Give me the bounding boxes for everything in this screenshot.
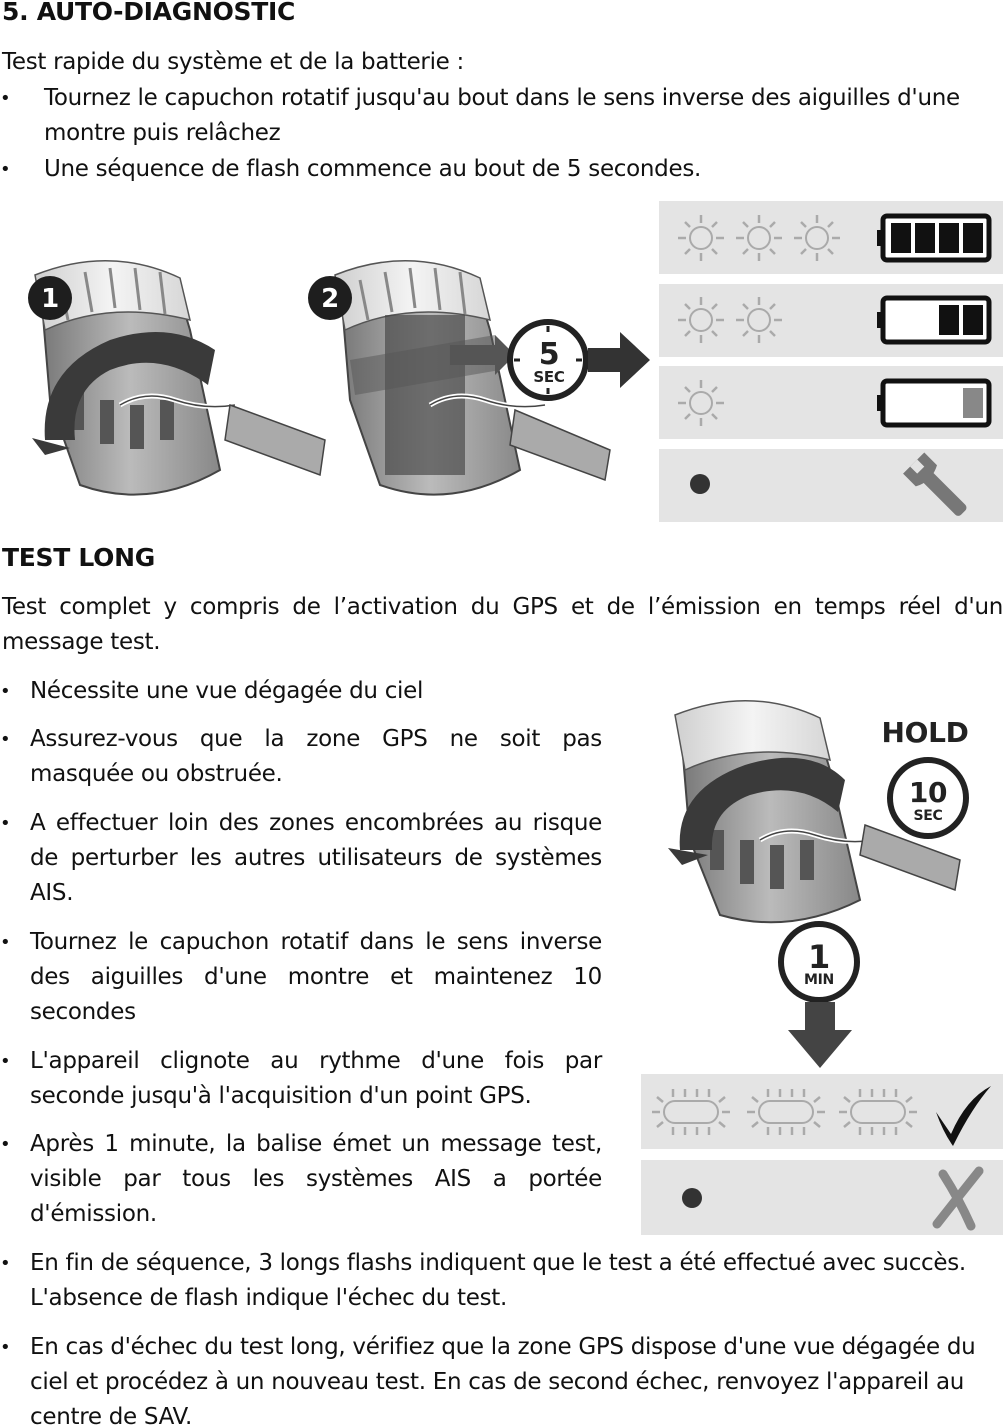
sun-icon (736, 297, 782, 343)
timer-5-unit: SEC (533, 368, 565, 386)
cross-icon (937, 1171, 979, 1226)
step-1-number: 1 (41, 284, 59, 314)
list-item: • Assurez-vous que la zone GPS ne soit pas masquée ou obstruée. (0, 722, 602, 792)
battery-half-icon (877, 298, 989, 342)
long-flash-icon (839, 1089, 917, 1135)
timer-5-value: 5 (538, 337, 560, 372)
autodiagnostic-illustration (0, 200, 655, 525)
section-title-autodiagnostic: 5. AUTO-DIAGNOSTIC (2, 0, 296, 26)
dot-icon (682, 1188, 702, 1208)
list-item: • Après 1 minute, la balise émet un message test, visible par tous les systèmes AIS a portée d'émission. (0, 1127, 602, 1232)
arrow-down-icon (788, 1002, 852, 1068)
timer-10-unit: SEC (913, 808, 943, 824)
list-item: • En cas d'échec du test long, vérifiez que la zone GPS dispose d'une vue dégagée du ciel et procédez à un nouveau test. En cas de second échec, renvoyez l'appareil au centre de SAV. (0, 1330, 1003, 1428)
list-item: • En fin de séquence, 3 longs flashs indiquent que le test a été effectué avec succès. L'absence de flash indique l'échec du test. (0, 1246, 1003, 1316)
test-long-illustration (630, 680, 1003, 1070)
battery-low-icon (877, 381, 989, 425)
section-intro: Test rapide du système et de la batterie : (2, 49, 464, 75)
sun-icon (736, 215, 782, 261)
timer-1min-icon (781, 924, 857, 1000)
device-1-icon (28, 261, 325, 495)
dot-icon (690, 474, 710, 494)
timer-1-value: 1 (808, 938, 830, 976)
section-intro: Test complet y compris de l’activation du GPS et de l’émission en temps réel d'un message test. (2, 594, 1003, 655)
long-flash-icon (747, 1089, 825, 1135)
section-title-test-long: TEST LONG (2, 543, 155, 572)
sun-icon (678, 297, 724, 343)
hold-label: HOLD (881, 716, 969, 749)
list-item: • A effectuer loin des zones encombrées au risque de perturber les autres utilisateurs de systèmes AIS. (0, 806, 602, 911)
step-2-number: 2 (321, 284, 339, 314)
list-item: • Nécessite une vue dégagée du ciel (0, 674, 602, 709)
test-long-status-icons (641, 1074, 1003, 1235)
arrow-right-icon (588, 332, 650, 388)
status-icons (659, 201, 1003, 522)
wrench-icon (903, 452, 974, 522)
sun-icon (794, 215, 840, 261)
list-item: • Tournez le capuchon rotatif dans le sens inverse des aiguilles d'une montre et maintenez 10 secondes (0, 925, 602, 1030)
timer-10-value: 10 (908, 776, 948, 809)
list-item: • Tournez le capuchon rotatif jusqu'au bout dans le sens inverse des aiguilles d'une montre puis relâchez (0, 81, 1003, 151)
sun-icon (678, 215, 724, 261)
list-item: • Une séquence de flash commence au bout de 5 secondes. (0, 152, 1003, 187)
timer-1-unit: MIN (804, 972, 834, 988)
timer-10sec-icon (890, 760, 966, 836)
long-flash-icon (652, 1089, 730, 1135)
timer-5sec-icon (510, 322, 586, 398)
battery-full-icon (877, 216, 989, 260)
sun-icon (678, 380, 724, 426)
list-item: • L'appareil clignote au rythme d'une fois par seconde jusqu'à l'acquisition d'un point GPS. (0, 1044, 602, 1114)
check-icon (936, 1086, 991, 1146)
